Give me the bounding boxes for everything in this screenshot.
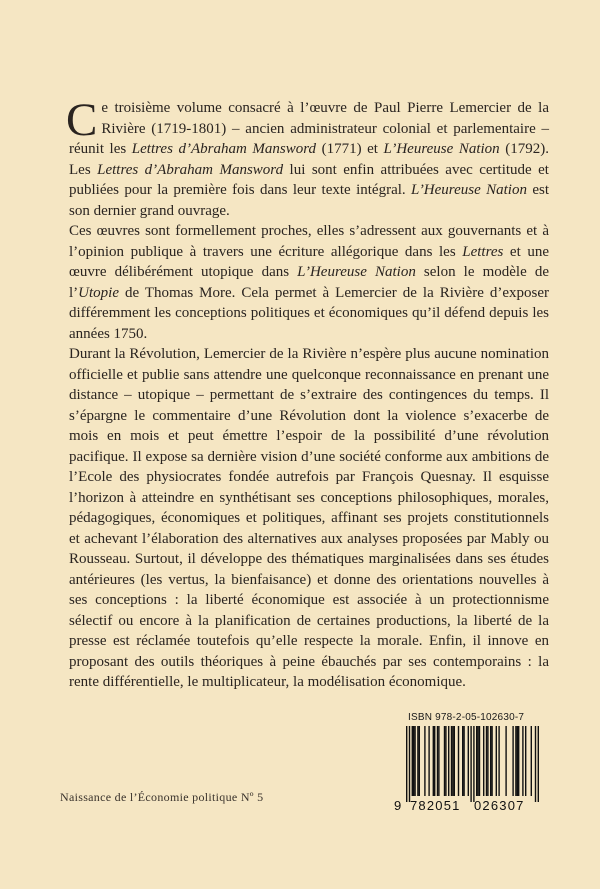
series-title: Naissance de l’Économie politique Nº 5 bbox=[60, 790, 264, 804]
barcode-bars bbox=[394, 726, 544, 806]
barcode-bar bbox=[486, 726, 487, 796]
barcode-bar bbox=[512, 726, 513, 796]
barcode-bar bbox=[468, 726, 469, 796]
barcode-digit-first: 9 bbox=[394, 798, 403, 813]
barcode bbox=[394, 712, 544, 822]
text-run: Ces œuvres sont formellement proches, elles s’adressent aux gouvernants et à l’opinion publique à travers une écriture allégorique dans les bbox=[69, 223, 549, 260]
text-run: lui sont enfin attribuées avec certitude et publiées pour la première fois dans leur texte intégral. bbox=[69, 161, 549, 198]
text-run: de Thomas More. Cela permet à Lemercier de la Rivière d’exposer différemment les conceptions politiques et économiques qu’il défend depuis les années 1750. bbox=[69, 284, 549, 342]
barcode-bar bbox=[428, 726, 429, 796]
paragraph-3: Durant la Révolution, Lemercier de la Rivière n’espère plus aucune nomination officielle et publie sans attendre une quelconque reconnaissance en prenant une distance – utopique – permettant de s’extraire des contingences du temps. Il s’épargne le commentaire d’une Révolution dont la violence s’exacerbe de mois en mois et peut émettre l’espoir de la possibilité d’une révolution pacifique. Il expose sa dernière vision d’une société conforme aux ambitions de l’Ecole des physiocrates fondée autrefois par François Quesnay. Il esquisse l’horizon à atteindre en synthétisant ses conceptions philosophiques, morales, pédagogiques, économiques et politiques, affinant ses projets constitutionnels et achevant l’élaboration des alternatives aux analyses proposées par Mably ou Rousseau. Surtout, il développe des thématiques marginalisées dans ses études antérieures (les vertus, la bienfaisance) et donne des orientations nouvelles à ses conceptions : la liberté économique est associée à un protectionnisme sélectif ou encore à la planification de certaines productions, la liberté de la presse est réclamée toutefois qu’elle respecte la morale. Enfin, il innove en proposant des outils théoriques à peine ébauchés par ses contemporains : la rente différentielle, le multiplicateur, la modélisation économique. bbox=[69, 346, 549, 690]
barcode-bar bbox=[409, 726, 410, 802]
barcode-bar bbox=[505, 726, 506, 796]
barcode-bar bbox=[477, 726, 478, 796]
barcode-bar bbox=[498, 726, 499, 796]
barcode-bar bbox=[483, 726, 484, 796]
text-run: e troisième volume consacré à l’œuvre de Paul Pierre Lemercier de la Rivière (1719-1801) – ancien administrateur colonial et parlementaire – réunit les bbox=[69, 100, 549, 157]
barcode-bar bbox=[424, 726, 425, 796]
barcode-bar bbox=[535, 726, 536, 802]
text-run: (1771) et bbox=[316, 141, 384, 157]
drop-cap: C bbox=[66, 94, 98, 146]
barcode-bar bbox=[538, 726, 539, 802]
barcode-bar bbox=[444, 726, 445, 796]
barcode-bar bbox=[463, 726, 464, 796]
book-title: Lettres bbox=[462, 243, 504, 260]
text-run: selon le modèle de l’ bbox=[69, 264, 550, 301]
barcode-bar bbox=[458, 726, 459, 796]
book-title: Utopie bbox=[78, 284, 119, 301]
barcode-bar bbox=[496, 726, 497, 796]
paragraph-2 bbox=[69, 221, 549, 344]
barcode-bar bbox=[473, 726, 474, 802]
barcode-bar bbox=[515, 726, 516, 796]
barcode-digits-right: 026307 bbox=[474, 798, 525, 813]
barcode-bar bbox=[518, 726, 519, 796]
barcode-bar bbox=[413, 726, 414, 796]
barcode-bar bbox=[451, 726, 452, 796]
paragraph-1 bbox=[66, 94, 549, 221]
barcode-bar bbox=[522, 726, 523, 796]
barcode-bar bbox=[433, 726, 434, 796]
barcode-bar bbox=[452, 726, 453, 796]
book-title: L’Heureuse Nation bbox=[411, 182, 527, 198]
barcode-bar bbox=[414, 726, 415, 796]
barcode-bar bbox=[487, 726, 488, 796]
barcode-bar bbox=[462, 726, 463, 796]
barcode-bar bbox=[438, 726, 439, 796]
isbn-label: ISBN 978-2-05-102630-7 bbox=[408, 712, 525, 723]
barcode-bar bbox=[437, 726, 438, 796]
barcode-bar bbox=[476, 726, 477, 796]
barcode-bar bbox=[454, 726, 455, 796]
barcode-bar bbox=[517, 726, 518, 796]
text-run: est son dernier grand ouvrage. bbox=[69, 182, 549, 219]
barcode-bar bbox=[490, 726, 491, 796]
text-run: et une œuvre délibérément utopique dans bbox=[69, 243, 549, 280]
barcode-digits-left: 782051 bbox=[410, 798, 461, 813]
barcode-bar bbox=[491, 726, 492, 796]
barcode-bar bbox=[525, 726, 526, 796]
barcode-bar bbox=[470, 726, 471, 802]
barcode-bar bbox=[531, 726, 532, 796]
barcode-bar bbox=[479, 726, 480, 796]
book-title: Lettres d’Abraham Mansword bbox=[97, 161, 284, 178]
barcode-bar bbox=[406, 726, 407, 802]
barcode-bar bbox=[448, 726, 449, 796]
back-cover-text bbox=[66, 94, 550, 693]
barcode-bar bbox=[445, 726, 446, 796]
book-title: Lettres d’Abraham Mansword bbox=[131, 141, 316, 157]
barcode-bar bbox=[419, 726, 420, 796]
barcode-bar bbox=[417, 726, 418, 796]
book-title: L’Heureuse Nation bbox=[383, 141, 500, 157]
text-run: (1792). Les bbox=[69, 141, 549, 178]
barcode-bar bbox=[434, 726, 435, 796]
barcode-bar bbox=[412, 726, 413, 796]
book-title: L’Heureuse Nation bbox=[297, 264, 416, 280]
